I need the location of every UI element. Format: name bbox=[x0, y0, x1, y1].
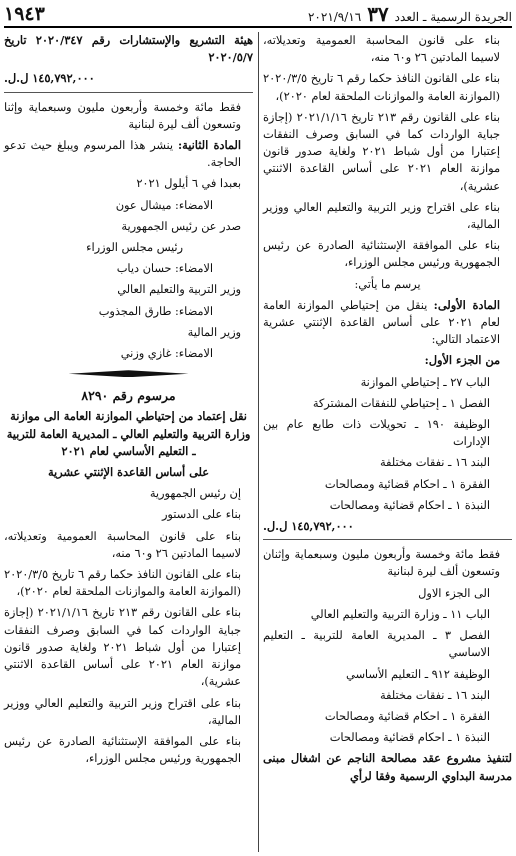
recital-3: بناء على القانون رقم ٢١٣ تاريخ ٢٠٢١/١/١٦ (إجازة جباية الواردات كما في السابق وصرف النفقات إعتبارا من أول شباط ٢٠٢١ ولغاية صدور قانون موازنة العام ٢٠٢١ على أساس القاعدة الاثنتي عشرية)، bbox=[263, 110, 500, 193]
right-column bbox=[263, 32, 512, 789]
signature-president: الامضاء: ميشال عون bbox=[115, 198, 213, 212]
signature-pm: الامضاء: حسان دياب bbox=[116, 262, 213, 276]
issue-date: ٢٠٢١/٩/١٦ bbox=[307, 10, 362, 24]
recital-2: بناء على القانون النافذ حكما رقم ٦ تاريخ ٢٠٢٠/٣/٥ (الموازنة العامة والموازنات الملحقة لعام ٢٠٢٠)، bbox=[263, 72, 500, 103]
page-number: ١٩٤٣ bbox=[4, 3, 45, 25]
prime-minister: رئيس مجلس الوزراء bbox=[86, 241, 183, 255]
to-lines bbox=[263, 606, 512, 746]
decree-subtitle: على أساس القاعدة الإثنتي عشرية bbox=[47, 465, 209, 480]
from-line: الباب ٢٧ ـ إحتياطي الموازنة bbox=[360, 375, 490, 389]
from-line: الوظيفة ١٩٠ ـ تحويلات ذات طابع عام بين الإدارات bbox=[263, 418, 490, 449]
article-2-text: ينشر هذا المرسوم ويبلغ حيث تدعو الحاجة. bbox=[4, 139, 241, 170]
recital-3: بناء على القانون رقم ٢١٣ تاريخ ٢٠٢١/١/١٦ (إجازة جباية الواردات كما في السابق وصرف النفقات إعتبارا من أول شباط ٢٠٢١ ولغاية صدور قانون موازنة العام ٢٠٢١ على أساس القاعدة الاثنتي عشرية)، bbox=[4, 606, 241, 689]
to-line: الفصل ٣ ـ المديرية العامة للتربية ـ التعليم الاساسي bbox=[263, 629, 490, 660]
purpose: لتنفيذ مشروع عقد مصالحة الناجم عن اشغال مبنى مدرسة البداوي الرسمية وفقا لرأي bbox=[263, 751, 512, 783]
recital-5: بناء على الموافقة الإستثنائية الصادرة عن رئيس الجمهورية ورئيس مجلس الوزراء، bbox=[263, 239, 500, 270]
article-1-title: المادة الأولى: bbox=[433, 297, 500, 312]
to-line: البند ١٦ ـ نفقات مختلفة bbox=[379, 688, 490, 702]
article-2-title: المادة الثانية: bbox=[178, 138, 242, 153]
amount-rule bbox=[4, 92, 253, 93]
section-separator bbox=[69, 370, 189, 377]
page-header bbox=[4, 2, 512, 28]
decree-number: مرسوم رقم ٨٢٩٠ bbox=[81, 388, 176, 404]
recital-2: بناء على القانون النافذ حكما رقم ٦ تاريخ ٢٠٢٠/٣/٥ (الموازنة العامة والموازنات الملحقة لعام ٢٠٢٠)، bbox=[4, 568, 241, 599]
amount-words: فقط مائة وخمسة وأربعون مليون وسبعماية وإثنا وتسعون ألف ليرة لبنانية bbox=[4, 100, 241, 131]
amount-rule bbox=[263, 539, 512, 540]
continuation: هيئة التشريع والإستشارات رقم ٢٠٢٠/٣٤٧ تاريخ ٢٠٢٠/٥/٧ bbox=[4, 33, 253, 65]
date-line: بعبدا في ٦ أيلول ٢٠٢١ bbox=[136, 177, 241, 191]
amount-words: فقط مائة وخمسة وأربعون مليون وسبعماية وإثنان وتسعون ألف ليرة لبنانية bbox=[263, 548, 500, 579]
recital-1: بناء على قانون المحاسبة العمومية وتعديلاته، لاسيما المادتين ٢٦ و٦٠ منه، bbox=[4, 529, 241, 560]
left-column bbox=[4, 32, 253, 771]
header-info bbox=[308, 2, 512, 26]
to-line: الفقرة ١ ـ احكام قضائية ومصالحات bbox=[324, 709, 490, 723]
recital-4: بناء على اقتراح وزير التربية والتعليم العالي ووزير المالية، bbox=[263, 200, 500, 232]
signature-finance: الامضاء: غازي وزني bbox=[120, 347, 213, 361]
from-line: النبذة ١ ـ احكام قضائية ومصالحات bbox=[329, 498, 490, 512]
issued-by: صدر عن رئيس الجمهورية bbox=[121, 219, 241, 233]
recital-4: بناء على اقتراح وزير التربية والتعليم العالي ووزير المالية، bbox=[4, 696, 241, 727]
from-part: من الجزء الأول: bbox=[424, 353, 500, 368]
decree-line: يرسم ما يأتي: bbox=[354, 277, 421, 291]
constitution-line: بناء على الدستور bbox=[161, 508, 241, 522]
amount: ١٤٥,٧٩٢,٠٠٠ ل.ل. bbox=[263, 519, 354, 534]
article-1 bbox=[263, 297, 512, 349]
from-line: الفقرة ١ ـ احكام قضائية ومصالحات bbox=[324, 477, 490, 491]
recital-5: بناء على الموافقة الإستثنائية الصادرة عن رئيس الجمهورية ورئيس مجلس الوزراء، bbox=[4, 734, 241, 766]
minister-finance: وزير المالية bbox=[187, 325, 241, 339]
article-2 bbox=[4, 137, 253, 171]
to-part: الى الجزء الاول bbox=[418, 586, 490, 600]
amount: ١٤٥,٧٩٢,٠٠٠ ل.ل. bbox=[4, 71, 95, 86]
column-divider bbox=[258, 32, 259, 852]
from-line: الفصل ١ ـ إحتياطي للنفقات المشتركة bbox=[312, 396, 490, 410]
decree-title: نقل إعتماد من إحتياطي الموازنة العامة الى موازنة وزارة التربية والتعليم العالي ـ المديرية العامة للتربية ـ التعليم الأساسي لعام ٢٠٢١ bbox=[6, 409, 251, 458]
to-line: الباب ١١ ـ وزارة التربية والتعليم العالي bbox=[310, 607, 490, 621]
issue-number: ٣٧ bbox=[367, 2, 389, 26]
from-line: البند ١٦ ـ نفقات مختلفة bbox=[379, 456, 490, 470]
recital-1: بناء على قانون المحاسبة العمومية وتعديلاته، لاسيما المادتين ٢٦ و٦٠ منه، bbox=[263, 34, 500, 65]
signature-education: الامضاء: طارق المجذوب bbox=[98, 304, 213, 318]
minister-education: وزير التربية والتعليم العالي bbox=[117, 283, 241, 297]
to-line: الوظيفة ٩١٢ ـ التعليم الأساسي bbox=[346, 667, 490, 681]
to-line: النبذة ١ ـ احكام قضائية ومصالحات bbox=[329, 731, 490, 745]
from-lines bbox=[263, 374, 512, 514]
article-1-text: ينقل من إحتياطي الموازنة العامة لعام ٢٠٢١ على أساس القاعدة الإثنتي عشرية الاعتماد التالي: bbox=[263, 298, 501, 347]
gazette-name: الجريدة الرسمية ـ العدد bbox=[394, 10, 512, 24]
president-line: إن رئيس الجمهورية bbox=[149, 487, 241, 501]
